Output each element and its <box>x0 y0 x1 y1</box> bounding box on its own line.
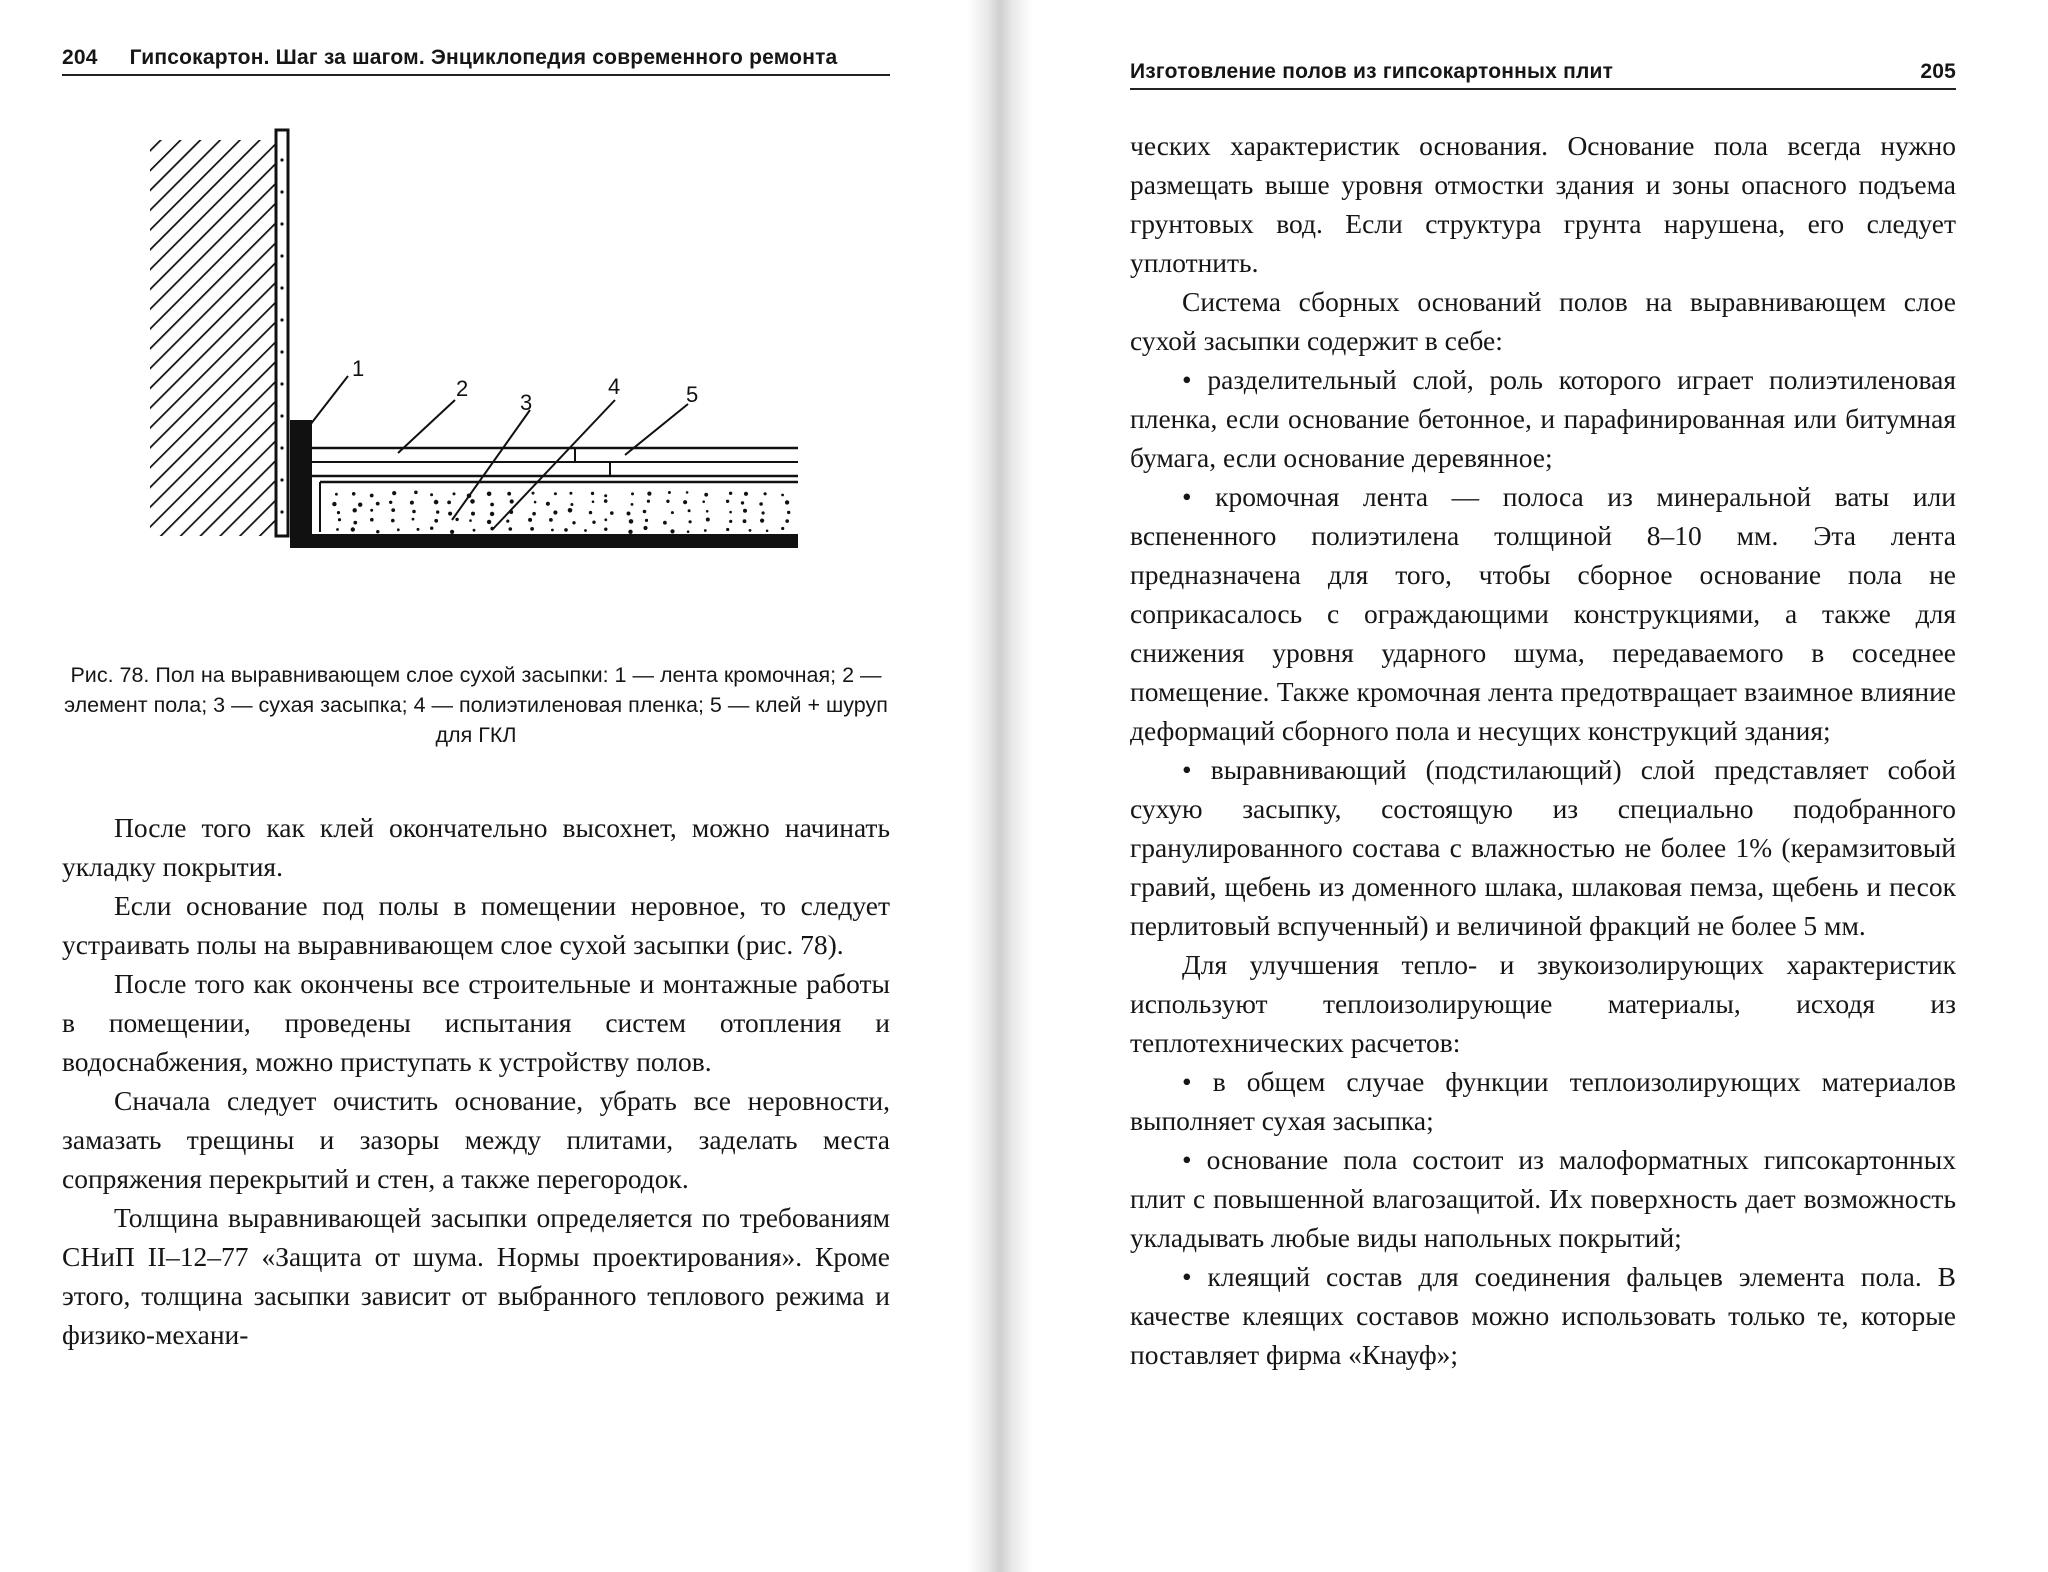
backfill-granule <box>487 492 492 497</box>
backfill-granule <box>785 519 789 523</box>
backfill-granule <box>604 518 607 521</box>
paragraph: ческих характеристик основания. Основание пола всегда нужно размещать выше уровня отмостки здания и зоны опасного подъема грунтовых вод. Если структура грунта нарушена, его следует уплотнить. <box>1130 130 1956 278</box>
backfill-granule <box>353 521 357 525</box>
backfill-granule <box>370 518 374 522</box>
backfill-granule <box>706 518 710 522</box>
callout-4: 4 <box>608 374 621 399</box>
backfill-granule <box>631 492 634 495</box>
left-page <box>0 0 1000 1572</box>
backfill-granule <box>568 508 573 513</box>
backfill-granule <box>510 499 514 503</box>
callout-2: 2 <box>456 376 469 401</box>
backfill-granule <box>376 530 379 533</box>
paragraph: После того как клей окончательно высохнет, можно начинать укладку покрытия. <box>62 812 890 882</box>
backfill-granule <box>666 500 669 503</box>
backfill-granule <box>392 491 396 495</box>
backfill-granule <box>604 499 608 503</box>
list-item: • основание пола состоит из малоформатных гипсокартонных плит с повышенной влагозащитой. Их поверхность дает возможность укладывать любые виды напольных покрытий; <box>1130 1144 1956 1253</box>
paragraph: Для улучшения тепло- и звукоизолирующих характеристик используют теплоизолирующие материалы, исходя из теплотехнических расчетов: <box>1130 949 1956 1058</box>
backfill-granule <box>490 512 494 516</box>
backfill-granule <box>760 519 764 523</box>
backfill-granule <box>528 518 532 522</box>
backfill-granule <box>569 492 572 495</box>
backfill-granule <box>450 530 454 534</box>
backfill-granule <box>471 512 475 516</box>
backfill-granule <box>643 510 647 514</box>
backfill-granule <box>610 511 614 515</box>
backfill-granule <box>554 492 557 495</box>
backfill-granule <box>687 530 690 533</box>
backfill-granule <box>762 511 765 514</box>
backfill-granule <box>336 528 339 531</box>
backfill-granule <box>370 494 374 498</box>
backfill-granule <box>584 529 587 532</box>
backfill-granule <box>643 526 647 530</box>
backfill-granule <box>589 511 592 514</box>
backfill-granule <box>335 493 338 496</box>
backfill-granule <box>706 510 709 513</box>
backfill-granule <box>507 492 511 496</box>
backfill-granule <box>628 530 632 534</box>
backfill-granule <box>671 511 674 514</box>
backfill-granule <box>412 518 415 521</box>
backfill-granule <box>447 501 451 505</box>
paragraph: Толщина выравнивающей засыпки определяется по требованиям СНиП II–12–77 «Защита от шума. Нормы проектирования». Кроме этого, толщина засыпки зависит от выбранного теплового режима и физико-механи- <box>62 1202 890 1350</box>
backfill-granule <box>410 501 414 505</box>
backfill-granule <box>532 512 536 516</box>
callout-3: 3 <box>520 390 533 415</box>
list-item: • в общем случае функции теплоизолирующих материалов выполняет сухая засыпка; <box>1130 1066 1956 1136</box>
backfill-granule <box>430 493 433 496</box>
backfill-granule <box>592 521 595 524</box>
backfill-granule <box>434 500 439 505</box>
backfill-granule <box>338 518 341 521</box>
backfill-granule <box>455 518 458 521</box>
backfill-granule <box>729 492 732 495</box>
paragraph: Система сборных оснований полов на выравнивающем слое сухой засыпки содержит в себе: <box>1130 286 1956 356</box>
backfill-granule <box>436 510 439 513</box>
backfill-granule <box>604 494 607 497</box>
backfill-granule <box>781 527 784 530</box>
right-running-head-title: Изготовление полов из гипсокартонных плит <box>1130 60 1614 83</box>
paragraph: Сначала следует очистить основание, убрать все неровности, замазать трещины и зазоры между плитами, заделать места сопряжения перекрытий и стен, а также перегородок. <box>62 1085 890 1194</box>
backfill-granule <box>551 529 554 532</box>
backfill-granule <box>787 511 790 514</box>
backfill-granule <box>391 508 395 512</box>
backfill-granule <box>434 519 438 523</box>
backfill-granules <box>332 491 790 535</box>
backfill-granule <box>726 500 729 503</box>
backfill-granule <box>412 510 416 514</box>
leader-lines <box>310 376 688 530</box>
backfill-granule <box>592 500 595 503</box>
backfill-granule <box>351 527 355 531</box>
callout-5: 5 <box>686 382 699 407</box>
right-running-head <box>1130 56 1956 90</box>
left-running-head-title: Гипсокартон. Шаг за шагом. Энциклопедия современного ремонта <box>129 46 838 69</box>
figure-callouts <box>352 356 698 415</box>
backfill-granule <box>389 501 392 504</box>
backfill-granule <box>663 521 667 525</box>
backfill-granule <box>629 519 634 524</box>
backfill-granule <box>704 493 708 497</box>
backfill-granule <box>726 528 729 531</box>
backfill-granule <box>469 519 472 522</box>
backfill-granule <box>332 502 336 506</box>
left-page-number: 204 <box>62 46 98 69</box>
backfill-granule <box>490 503 494 507</box>
backfill-granule <box>741 501 744 504</box>
backfill-granule <box>764 492 767 495</box>
backfill-granule <box>743 519 747 523</box>
backfill-granule <box>647 492 651 496</box>
backfill-granule <box>766 530 769 533</box>
backfill-granule <box>470 499 475 504</box>
right-page <box>1000 0 2048 1572</box>
right-page-number: 205 <box>1920 60 1956 83</box>
backfill-granule <box>506 520 509 523</box>
floor-section-figure <box>140 120 820 640</box>
backfill-granule <box>391 519 395 523</box>
list-item: • выравнивающий (подстилающий) слой представляет собой сухую засыпку, состоящую из специально подобранного гранулированного состава с влажностью не более 1% (керамзитовый гравий, щебень из доменного шлака, шлаковая пемза, щебень и песок перлитовый вспученный) и величиной фракций не более 5 мм. <box>1130 754 1956 941</box>
backfill-granule <box>688 509 691 512</box>
backfill-granule <box>453 492 456 495</box>
backfill-granule <box>686 491 689 494</box>
backfill-granule <box>532 492 535 495</box>
backfill-granule <box>546 502 550 506</box>
backfill-granule <box>781 494 784 497</box>
backfill-granule <box>743 509 747 513</box>
backfill-granule <box>689 520 692 523</box>
backfill-granule <box>744 492 748 496</box>
backfill-granule <box>397 528 400 531</box>
backfill-granule <box>647 500 650 503</box>
list-item: • кромочная лента — полоса из минеральной ваты или вспененного полиэтилена толщиной 8–10 мм. Эта лента предназначена для того, чтобы сборное основание пола не соприкасалось с ограждающими конструкциями, а также для снижения уровня ударного шума, передаваемого в соседнее помещение. Также кромочная лента предотвращает взаимное влияние деформаций сборного пола и несущих конструкций здания; <box>1130 481 1956 746</box>
backfill-granule <box>352 492 356 496</box>
left-running-head <box>62 42 890 76</box>
backfill-granule <box>572 521 575 524</box>
backfill-granule <box>353 508 357 512</box>
backfill-granule <box>414 491 418 495</box>
backfill-granule <box>509 527 513 531</box>
backfill-granule <box>683 500 687 504</box>
backfill-granule <box>591 492 594 495</box>
edge-strip <box>290 420 312 536</box>
left-body-text <box>62 808 890 1354</box>
callout-1: 1 <box>352 356 365 381</box>
paragraph: Если основание под полы в помещении неровное, то следует устраивать полы на выравнивающем слое сухой засыпки (рис. 78). <box>62 890 890 960</box>
backfill-granule <box>759 502 763 506</box>
backfill-granule <box>564 528 568 532</box>
backfill-granule <box>729 511 732 514</box>
backfill-granule <box>549 518 553 522</box>
backfill-granule <box>530 527 534 531</box>
base-slab <box>290 534 798 548</box>
backfill-granule <box>448 512 452 516</box>
list-item: • клеящий состав для соединения фальцев элемента пола. В качестве клеящих составов можно использовать только те, которые поставляет фирма «Кнауф»; <box>1130 1261 1956 1370</box>
backfill-granule <box>785 500 789 504</box>
backfill-granule <box>749 529 752 532</box>
backfill-granule <box>534 501 537 504</box>
backfill-granule <box>704 529 707 532</box>
backfill-granule <box>729 520 732 523</box>
backfill-granule <box>702 500 705 503</box>
figure-caption: Рис. 78. Пол на выравнивающем слое сухой засыпки: 1 — лента кромочная; 2 — элемент пола; 3 — сухая засыпка; 4 — полиэтиленовая пленка; 5 — клей + шуруп для ГКЛ <box>64 663 888 747</box>
backfill-granule <box>487 520 491 524</box>
backfill-granule <box>627 512 631 516</box>
wall-hatching <box>150 140 276 536</box>
backfill-granule <box>553 510 557 514</box>
right-body-text <box>1130 126 1956 1374</box>
backfill-granule <box>376 502 380 506</box>
backfill-granule <box>337 511 340 514</box>
backfill-granule <box>645 519 648 522</box>
backfill-granule <box>370 509 373 512</box>
backfill-granule <box>631 503 634 506</box>
backfill-granule <box>358 503 362 507</box>
backfill-granule <box>570 503 573 506</box>
backfill-granule <box>668 491 671 494</box>
backfill-granule <box>473 529 476 532</box>
list-item: • разделительный слой, роль которого играет полиэтиленовая пленка, если основание бетонное, и парафинированная или битумная бумага, если основание деревянное; <box>1130 364 1956 473</box>
backfill-granule <box>417 528 420 531</box>
backfill-granule <box>604 528 607 531</box>
paragraph: После того как окончены все строительные и монтажные работы в помещении, проведены испытания систем отопления и водоснабжения, можно приступать к устройству полов. <box>62 968 890 1077</box>
backfill-granule <box>670 529 674 533</box>
backfill-granule <box>430 527 433 530</box>
